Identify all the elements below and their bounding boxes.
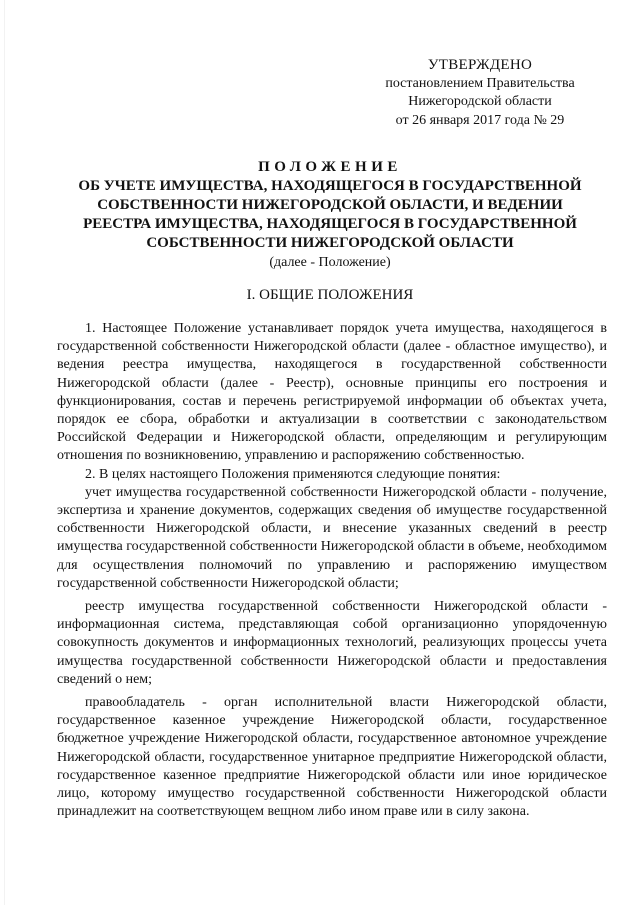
title-line-3: РЕЕСТРА ИМУЩЕСТВА, НАХОДЯЩЕГОСЯ В ГОСУДАРСТВЕННОЙ (83, 216, 577, 232)
definition-accounting: учет имущества государственной собственности Нижегородской области - получение, экспертиза и хранение документов, содержащих сведения об имуществе государственной собственности Нижегородской области, и внесение указанных сведений в реестр имущества государственной собственности Нижегородской области в объеме, необходимом для осуществления полномочий по управлению и распоряжению имуществом государственной собственности Нижегородской области; (57, 484, 607, 591)
title-note: (далее - Положение) (269, 255, 391, 270)
approval-region: Нижегородской области (408, 94, 552, 109)
section-heading: I. ОБЩИЕ ПОЛОЖЕНИЯ (246, 287, 414, 303)
document-title (50, 158, 610, 272)
paragraph-2: 2. В целях настоящего Положения применяются следующие понятия: (85, 466, 501, 482)
title-word: ПОЛОЖЕНИЕ (258, 159, 402, 175)
approval-stamp (360, 56, 600, 130)
title-line-1: ОБ УЧЕТЕ ИМУЩЕСТВА, НАХОДЯЩЕГОСЯ В ГОСУДАРСТВЕННОЙ (78, 178, 582, 194)
definition-registry: реестр имущества государственной собственности Нижегородской области - информационная система, представляющая собой организационно упорядоченную совокупность документов и информационных технологий, реализующих процессы учета имущества государственной собственности Нижегородской области и предоставления сведений о нем; (57, 599, 607, 687)
scan-edge-line (4, 0, 5, 905)
definition-rightholder: правообладатель - орган исполнительной власти Нижегородской области, государственное казенное учреждение Нижегородской области, государственное бюджетное учреждение Нижегородской области, государственное автономное учреждение Нижегородской области, государственное унитарное предприятие Нижегородской области, государственное казенное предприятие Нижегородской области или иное юридическое лицо, которому имущество государственной собственности Нижегородской области принадлежит на соответствующем вещном либо ином праве или в силу закона. (57, 695, 607, 820)
paragraph-1: 1. Настоящее Положение устанавливает порядок учета имущества, находящегося в государственной собственности Нижегородской области (далее - областное имущество), и ведения реестра имущества, находящегося в государственной собственности Нижегородской области (далее - Реестр), основные принципы его построения и функционирования, состав и перечень регистрируемой информации об объектах учета, порядок ее сбора, обработки и актуализации в соответствии с законодательством Российской Федерации и Нижегородской области, определяющим и регулирующим отношения по возникновению, управлению и распоряжению собственностью. (57, 321, 607, 464)
document-body (57, 320, 607, 821)
approval-heading: УТВЕРЖДЕНО (427, 57, 533, 73)
title-line-2: СОБСТВЕННОСТИ НИЖЕГОРОДСКОЙ ОБЛАСТИ, И ВЕДЕНИИ (97, 197, 563, 213)
approval-issuer: постановлением Правительства (385, 75, 575, 91)
title-line-4: СОБСТВЕННОСТИ НИЖЕГОРОДСКОЙ ОБЛАСТИ (146, 235, 514, 251)
approval-date-number: от 26 января 2017 года № 29 (395, 112, 565, 128)
